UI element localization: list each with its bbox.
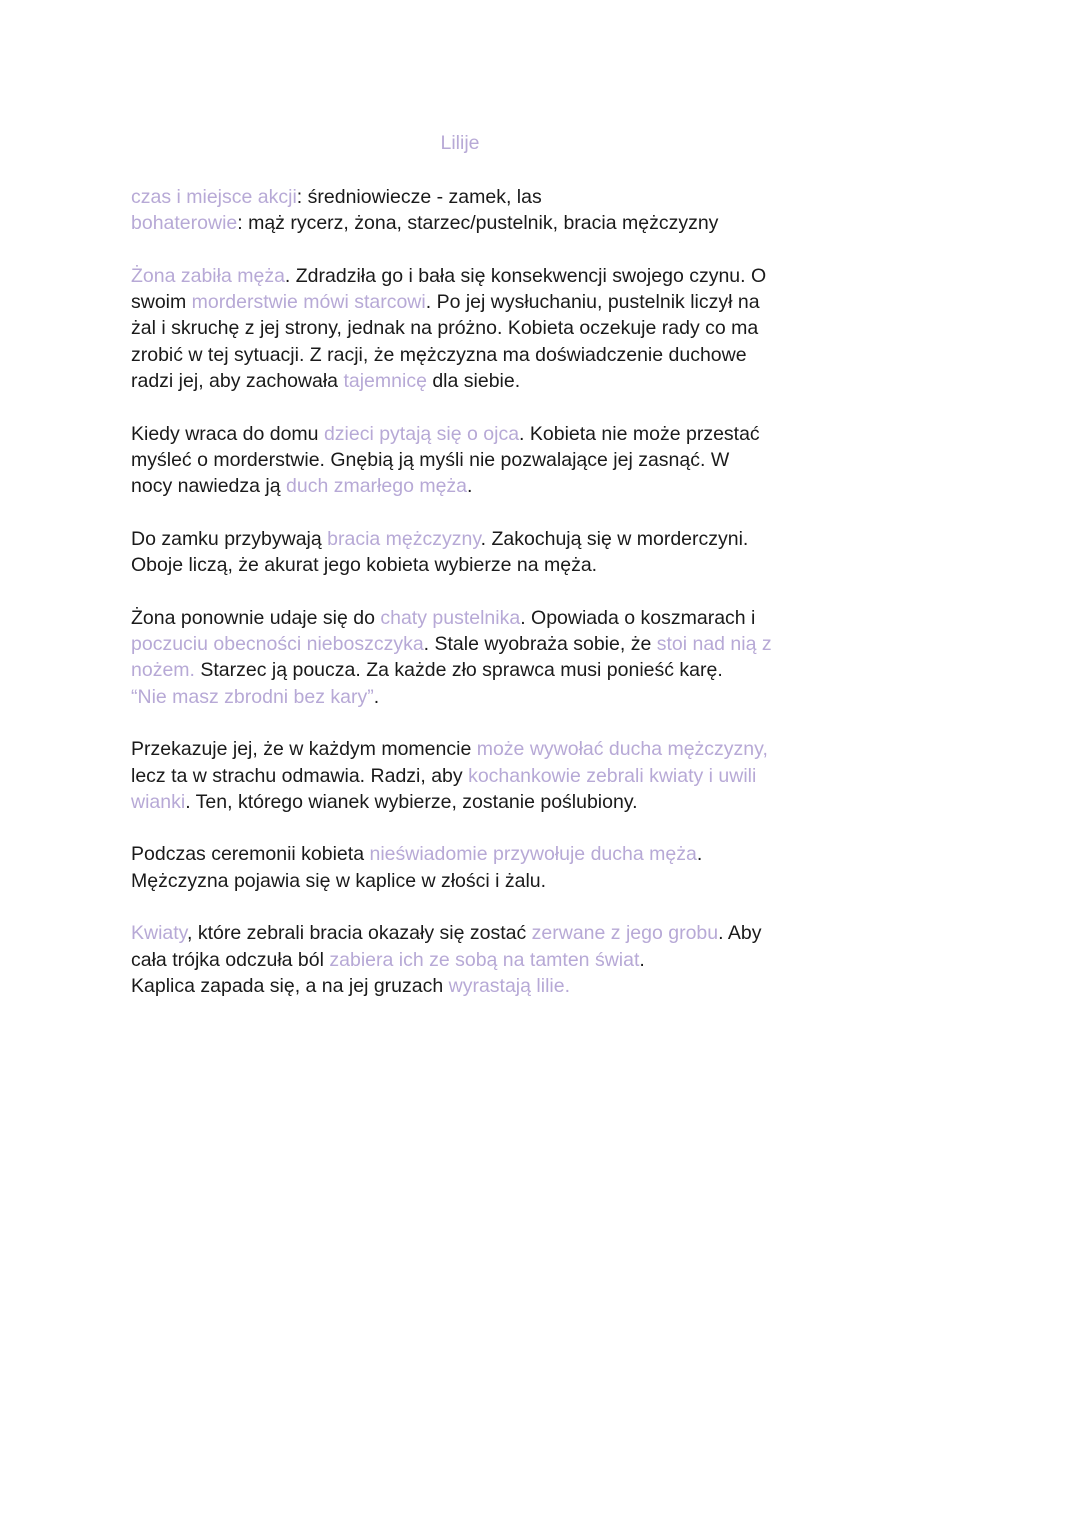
paragraph	[131, 841, 811, 894]
highlighted-phrase: kochankowie zebrali kwiaty i uwili	[468, 764, 757, 787]
text-run: Kaplica zapada się, a na jej gruzach	[131, 974, 449, 997]
text-line	[131, 657, 811, 683]
highlighted-phrase: nożem.	[131, 659, 195, 682]
text-run: zrobić w tej sytuacji. Z racji, że mężczyzna ma doświadczenie duchowe	[131, 343, 747, 366]
text-run: cała trójka odczuła ból	[131, 948, 330, 971]
text-run: radzi jej, aby zachowała	[131, 370, 344, 393]
text-run: Oboje liczą, że akurat jego kobieta wybierze na męża.	[131, 554, 598, 577]
text-line	[131, 210, 811, 236]
highlighted-phrase: tajemnicę	[343, 370, 427, 393]
highlighted-phrase: poczuciu obecności nieboszczyka	[131, 633, 424, 656]
paragraph	[131, 263, 811, 394]
text-line	[131, 605, 811, 631]
text-run: . Ten, którego wianek wybierze, zostanie poślubiony.	[185, 790, 638, 813]
highlighted-phrase: czas i miejsce akcji	[131, 186, 297, 208]
text-run: , które zebrali bracia okazały się zostać	[187, 922, 532, 945]
paragraph	[131, 421, 811, 500]
text-line	[131, 763, 811, 789]
text-run: swoim	[131, 291, 192, 314]
highlighted-phrase: wianki	[131, 790, 186, 813]
paragraph	[131, 920, 811, 999]
paragraph	[131, 526, 811, 579]
text-line	[131, 947, 811, 973]
paragraph	[131, 736, 811, 815]
text-line	[131, 868, 811, 894]
highlighted-phrase: wyrastają lilie.	[448, 974, 570, 997]
text-line	[131, 526, 811, 552]
text-run: .	[639, 948, 645, 971]
text-run: . Zakochują się w morderczyni.	[480, 527, 749, 550]
paragraph	[131, 605, 811, 710]
text-line	[131, 684, 811, 710]
text-run: Do zamku przybywają	[131, 527, 328, 550]
text-run: Kiedy wraca do domu	[131, 422, 324, 445]
text-run: . Kobieta nie może przestać	[519, 422, 760, 445]
highlighted-phrase: stoi nad nią z	[656, 633, 772, 656]
text-run: . Aby	[718, 922, 762, 945]
text-line	[131, 368, 811, 394]
text-run: . Zdradziła go i bała się konsekwencji swojego czynu. O	[284, 264, 767, 287]
text-line	[131, 184, 811, 210]
text-line	[131, 841, 811, 867]
text-run: żal i skruchę z jej strony, jednak na próżno. Kobieta oczekuje rady co ma	[131, 317, 759, 340]
text-run: Podczas ceremonii kobieta	[131, 843, 370, 866]
document-body	[131, 184, 811, 999]
paragraph	[131, 184, 811, 237]
text-line	[131, 736, 811, 762]
text-line	[131, 421, 811, 447]
highlighted-phrase: duch zmarłego męża	[286, 475, 468, 498]
text-line	[131, 473, 811, 499]
text-line	[131, 263, 811, 289]
text-run: Starzec ją poucza. Za każde zło sprawca musi ponieść karę.	[194, 659, 723, 682]
text-run: Przekazuje jej, że w każdym momencie	[131, 738, 477, 761]
highlighted-phrase: może wywołać ducha mężczyzny,	[476, 738, 768, 761]
highlighted-phrase: nieświadomie przywołuje ducha męża	[369, 843, 697, 866]
text-line	[131, 342, 811, 368]
text-run: .	[467, 475, 473, 498]
text-run: . Opowiada o koszmarach i	[520, 606, 756, 629]
highlighted-phrase: bohaterowie	[131, 212, 238, 235]
text-run: : średniowiecze - zamek, las	[296, 186, 542, 208]
highlighted-phrase: zabiera ich ze sobą na tamten świat	[329, 948, 640, 971]
text-line	[131, 631, 811, 657]
highlighted-phrase: Kwiaty	[131, 922, 187, 945]
text-run: .	[373, 685, 380, 708]
text-line	[131, 315, 811, 341]
text-run: Żona ponownie udaje się do	[131, 606, 381, 629]
highlighted-phrase: zerwane z jego grobu	[531, 922, 719, 945]
document-page	[131, 130, 811, 1026]
highlighted-phrase: morderstwie mówi starcowi	[191, 291, 426, 314]
text-run: . Stale wyobraża sobie, że	[423, 633, 657, 656]
highlighted-phrase: dzieci pytają się o ojca	[323, 422, 520, 445]
highlighted-phrase: bracia mężczyzny	[327, 527, 481, 550]
text-line	[131, 552, 811, 578]
text-run: lecz ta w strachu odmawia. Radzi, aby	[131, 764, 469, 787]
text-line	[131, 289, 811, 315]
text-line	[131, 973, 811, 999]
text-line	[131, 447, 811, 473]
text-run: : mąż rycerz, żona, starzec/pustelnik, bracia mężczyzny	[237, 212, 719, 235]
highlighted-phrase: chaty pustelnika	[380, 606, 521, 629]
text-run: nocy nawiedza ją	[131, 475, 287, 498]
text-line	[131, 789, 811, 815]
text-run: myśleć o morderstwie. Gnębią ją myśli nie pozwalające jej zasnąć. W	[131, 448, 730, 471]
document-title: Lilije	[440, 132, 480, 154]
text-run: . Po jej wysłuchaniu, pustelnik liczył na	[425, 291, 760, 314]
text-run: Mężczyzna pojawia się w kaplice w złości i żalu.	[131, 869, 547, 892]
text-run: dla siebie.	[426, 370, 521, 393]
highlighted-phrase: “Nie masz zbrodni bez kary”	[131, 685, 374, 708]
highlighted-phrase: Żona zabiła męża	[131, 264, 285, 287]
text-line	[131, 920, 811, 946]
text-run: .	[696, 843, 703, 866]
